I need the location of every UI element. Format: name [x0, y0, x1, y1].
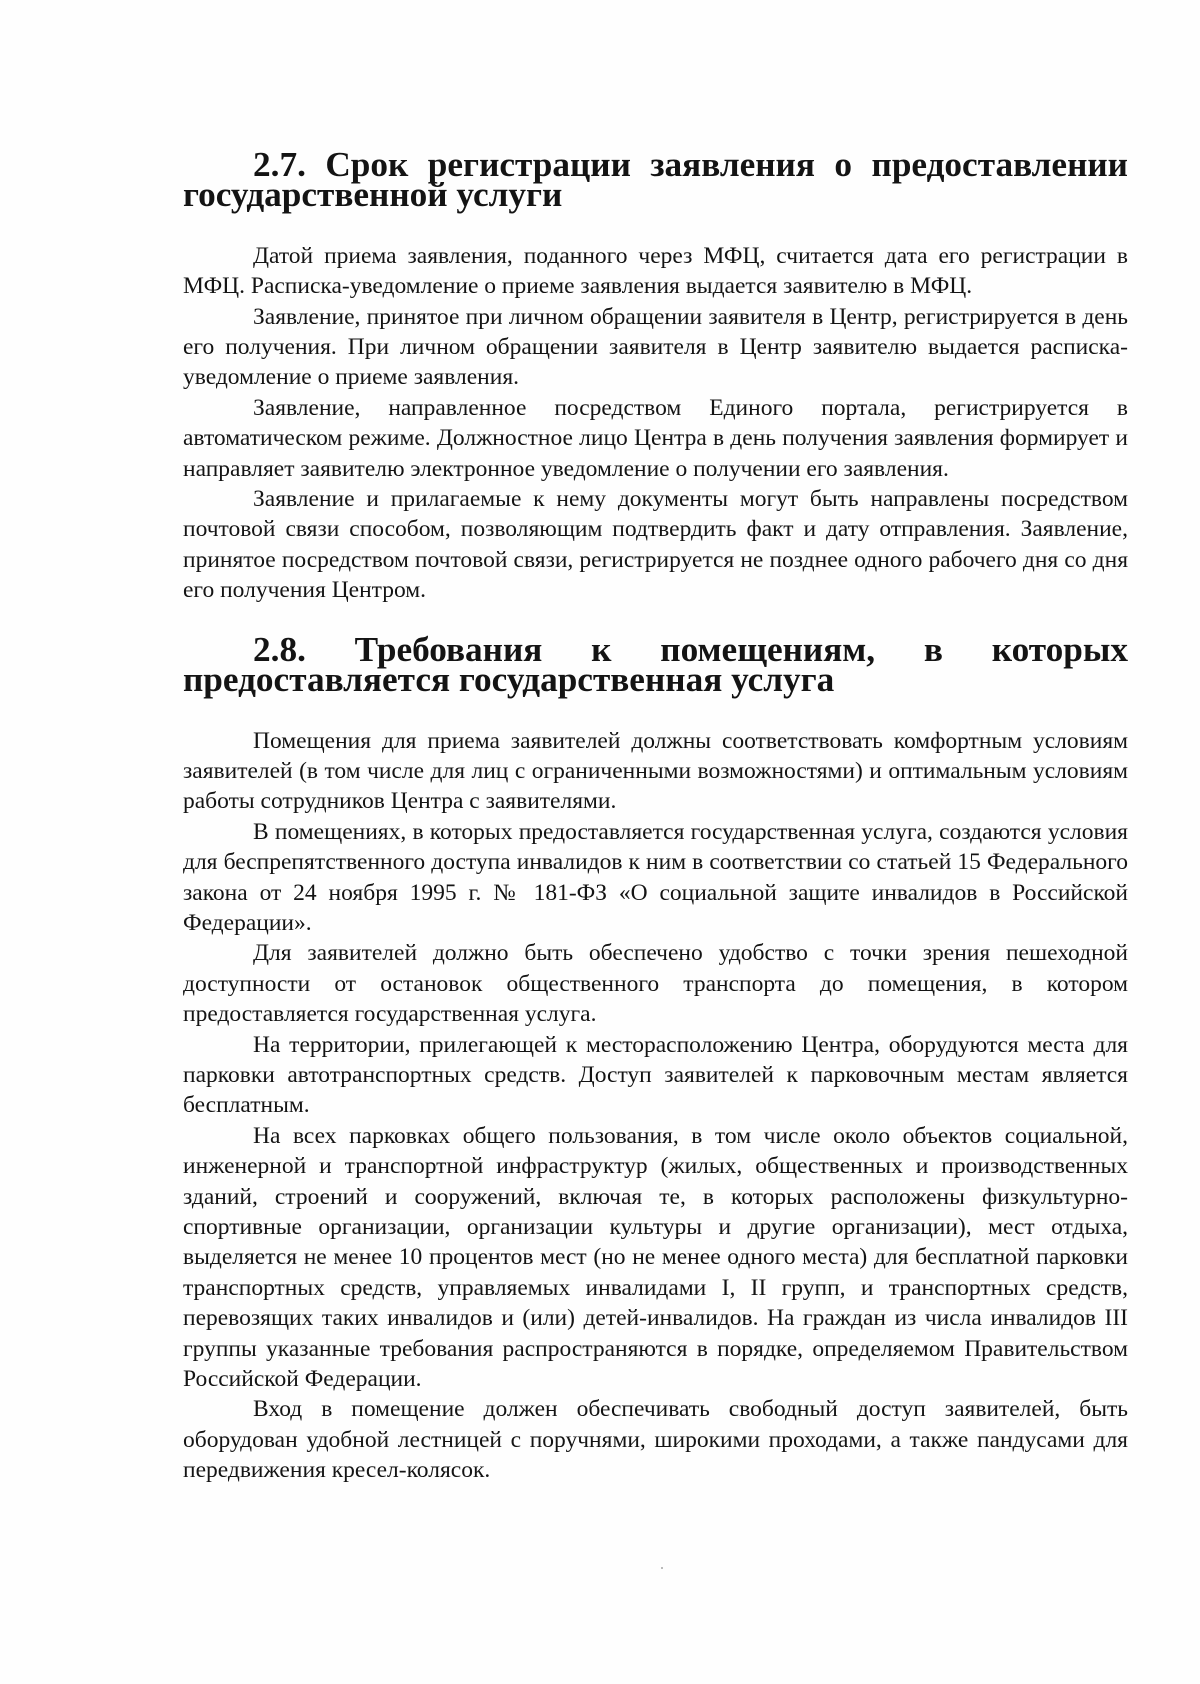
section-heading-2-8: 2.8. Требования к помещениям, в которых предоставляется государственная услуга	[183, 629, 1128, 700]
paragraph: Заявление, принятое при личном обращении заявителя в Центр, регистрируется в день его получения. При личном обращении заявителя в Центр заявителю выдается расписка-уведомление о приеме заявления.	[183, 303, 1128, 391]
paragraph: В помещениях, в которых предоставляется государственная услуга, создаются условия для беспрепятственного доступа инвалидов к ним в соответствии со статьей 15 Федерального закона от 24 ноября 1995 г. № 181-ФЗ «О социальной защите инвалидов в Российской Федерации».	[183, 818, 1128, 936]
paragraph: Заявление, направленное посредством Единого портала, регистрируется в автоматическом режиме. Должностное лицо Центра в день получения заявления формирует и направляет заявителю электронное уведомление о получении его заявления.	[183, 394, 1128, 482]
paragraph: На всех парковках общего пользования, в том числе около объектов социальной, инженерной и транспортной инфраструктур (жилых, общественных и производственных зданий, строений и сооружений, включая те, в которых расположены физкультурно-спортивные организации, организации культуры и другие организации), мест отдыха, выделяется не менее 10 процентов мест (но не менее одного места) для бесплатной парковки транспортных средств, управляемых инвалидами I, II групп, и транспортных средств, перевозящих таких инвалидов и (или) детей-инвалидов. На граждан из числа инвалидов III группы указанные требования распространяются в порядке, определяемом Правительством Российской Федерации.	[183, 1122, 1128, 1393]
paragraph: На территории, прилегающей к месторасположению Центра, оборудуются места для парковки автотранспортных средств. Доступ заявителей к парковочным местам является бесплатным.	[183, 1031, 1128, 1119]
paragraph: Для заявителей должно быть обеспечено удобство с точки зрения пешеходной доступности от остановок общественного транспорта до помещения, в котором предоставляется государственная услуга.	[183, 940, 1128, 1028]
paragraph: Датой приема заявления, поданного через МФЦ, считается дата его регистрации в МФЦ. Расписка-уведомление о приеме заявления выдается заявителю в МФЦ.	[183, 242, 1128, 300]
paragraph: Помещения для приема заявителей должны соответствовать комфортным условиям заявителей (в том числе для лиц с ограниченными возможностями) и оптимальным условиям работы сотрудников Центра с заявителями.	[183, 727, 1128, 815]
spacer	[183, 211, 1128, 241]
paragraph: Заявление и прилагаемые к нему документы могут быть направлены посредством почтовой связи способом, позволяющим подтвердить факт и дату отправления. Заявление, принятое посредством почтовой связи, регистрируется не позднее одного рабочего дня со дня его получения Центром.	[183, 486, 1128, 604]
spacer	[183, 696, 1128, 726]
document-body	[183, 145, 1128, 1486]
section-heading-2-7: 2.7. Срок регистрации заявления о предоставлении государственной услуги	[183, 145, 1128, 215]
scan-artifact	[661, 1567, 663, 1569]
paragraph: Вход в помещение должен обеспечивать свободный доступ заявителей, быть оборудован удобной лестницей с поручнями, широкими проходами, а также пандусами для передвижения кресел-колясок.	[183, 1396, 1128, 1484]
